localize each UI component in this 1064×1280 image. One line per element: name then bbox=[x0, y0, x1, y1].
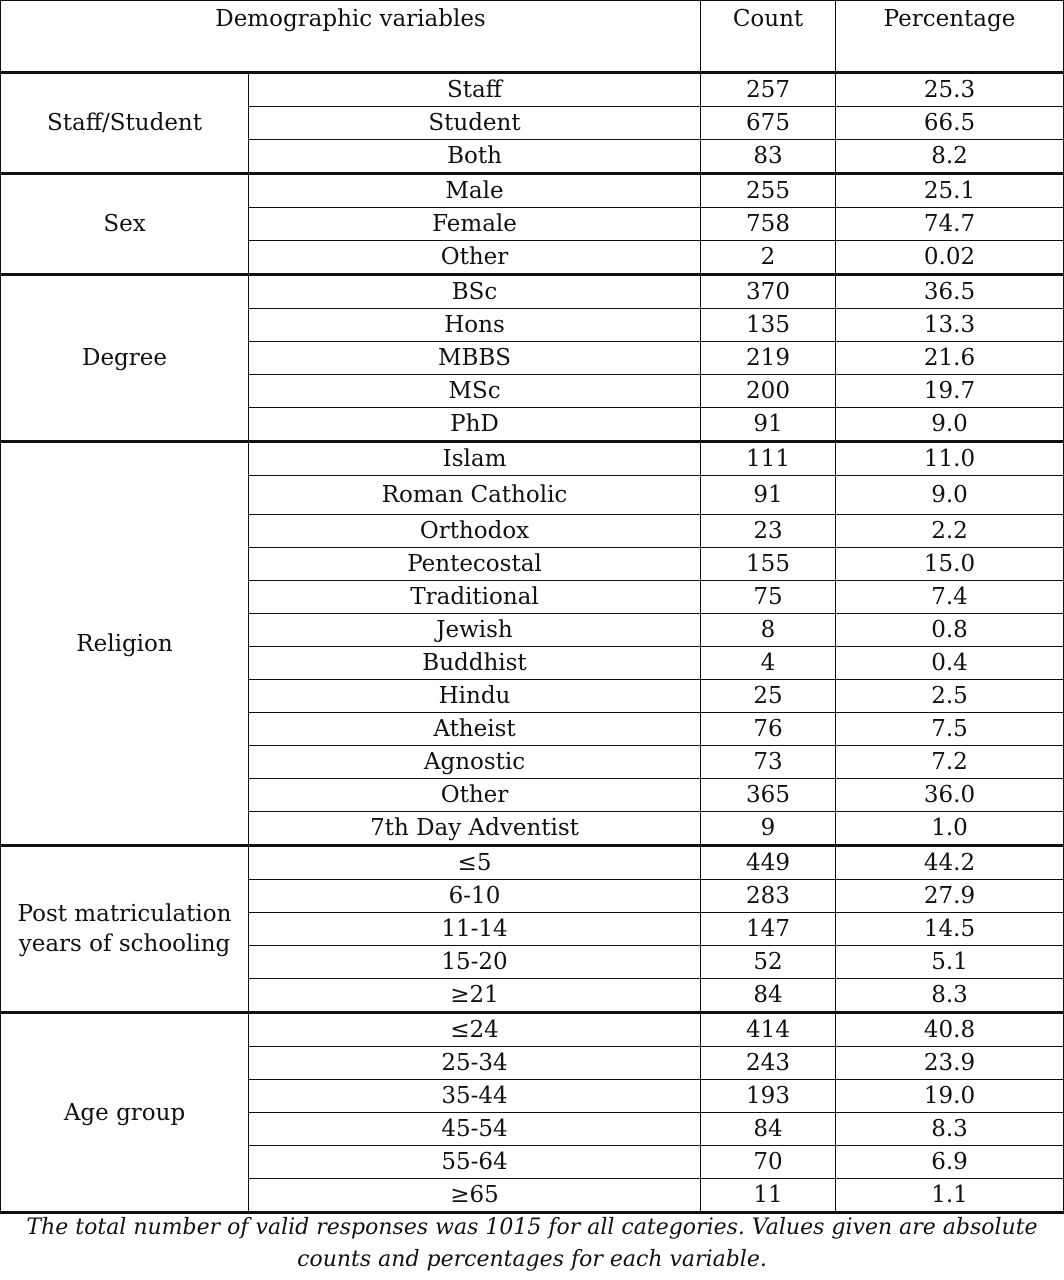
percentage-cell: 25.1 bbox=[836, 174, 1064, 208]
category-cell: Islam bbox=[249, 442, 701, 476]
category-cell: PhD bbox=[249, 408, 701, 442]
category-cell: MBBS bbox=[249, 342, 701, 375]
category-cell: Jewish bbox=[249, 614, 701, 647]
count-cell: 449 bbox=[701, 846, 836, 880]
count-cell: 147 bbox=[701, 913, 836, 946]
header-row bbox=[1, 1, 1064, 73]
header-demographic-variables: Demographic variables bbox=[1, 1, 701, 73]
category-cell: 25-34 bbox=[249, 1047, 701, 1080]
percentage-cell: 19.0 bbox=[836, 1080, 1064, 1113]
header-percentage: Percentage bbox=[836, 1, 1064, 73]
category-cell: Student bbox=[249, 107, 701, 140]
category-cell: ≤5 bbox=[249, 846, 701, 880]
count-cell: 70 bbox=[701, 1146, 836, 1179]
table-row bbox=[1, 442, 1064, 476]
category-cell: Male bbox=[249, 174, 701, 208]
header-count: Count bbox=[701, 1, 836, 73]
count-cell: 83 bbox=[701, 140, 836, 174]
group-label-staff-student: Staff/Student bbox=[1, 73, 249, 174]
category-cell: Pentecostal bbox=[249, 548, 701, 581]
category-cell: Female bbox=[249, 208, 701, 241]
percentage-cell: 1.1 bbox=[836, 1179, 1064, 1213]
percentage-cell: 27.9 bbox=[836, 880, 1064, 913]
percentage-cell: 40.8 bbox=[836, 1013, 1064, 1047]
percentage-cell: 21.6 bbox=[836, 342, 1064, 375]
percentage-cell: 0.4 bbox=[836, 647, 1064, 680]
count-cell: 758 bbox=[701, 208, 836, 241]
category-cell: Atheist bbox=[249, 713, 701, 746]
category-cell: Buddhist bbox=[249, 647, 701, 680]
count-cell: 257 bbox=[701, 73, 836, 107]
count-cell: 52 bbox=[701, 946, 836, 979]
count-cell: 8 bbox=[701, 614, 836, 647]
percentage-cell: 9.0 bbox=[836, 408, 1064, 442]
percentage-cell: 23.9 bbox=[836, 1047, 1064, 1080]
table-row bbox=[1, 846, 1064, 880]
table-body bbox=[1, 73, 1064, 1213]
percentage-cell: 11.0 bbox=[836, 442, 1064, 476]
count-cell: 255 bbox=[701, 174, 836, 208]
table-row bbox=[1, 174, 1064, 208]
category-cell: Other bbox=[249, 241, 701, 275]
count-cell: 84 bbox=[701, 1113, 836, 1146]
count-cell: 11 bbox=[701, 1179, 836, 1213]
count-cell: 111 bbox=[701, 442, 836, 476]
count-cell: 4 bbox=[701, 647, 836, 680]
percentage-cell: 36.5 bbox=[836, 275, 1064, 309]
count-cell: 75 bbox=[701, 581, 836, 614]
category-cell: ≥65 bbox=[249, 1179, 701, 1213]
count-cell: 9 bbox=[701, 812, 836, 846]
count-cell: 193 bbox=[701, 1080, 836, 1113]
table-row bbox=[1, 73, 1064, 107]
group-label-sex: Sex bbox=[1, 174, 249, 275]
count-cell: 219 bbox=[701, 342, 836, 375]
count-cell: 84 bbox=[701, 979, 836, 1013]
percentage-cell: 44.2 bbox=[836, 846, 1064, 880]
percentage-cell: 7.2 bbox=[836, 746, 1064, 779]
category-cell: MSc bbox=[249, 375, 701, 408]
percentage-cell: 36.0 bbox=[836, 779, 1064, 812]
category-cell: ≤24 bbox=[249, 1013, 701, 1047]
count-cell: 135 bbox=[701, 309, 836, 342]
percentage-cell: 19.7 bbox=[836, 375, 1064, 408]
category-cell: 7th Day Adventist bbox=[249, 812, 701, 846]
percentage-cell: 8.3 bbox=[836, 1113, 1064, 1146]
table-row bbox=[1, 275, 1064, 309]
percentage-cell: 74.7 bbox=[836, 208, 1064, 241]
count-cell: 414 bbox=[701, 1013, 836, 1047]
category-cell: Staff bbox=[249, 73, 701, 107]
table-row bbox=[1, 1013, 1064, 1047]
category-cell: Both bbox=[249, 140, 701, 174]
percentage-cell: 7.5 bbox=[836, 713, 1064, 746]
count-cell: 91 bbox=[701, 408, 836, 442]
group-label-age-group: Age group bbox=[1, 1013, 249, 1213]
category-cell: Agnostic bbox=[249, 746, 701, 779]
category-cell: 35-44 bbox=[249, 1080, 701, 1113]
table-footnote: The total number of valid responses was 1015 for all categories. Values given are absolute counts and percentages for each variable. bbox=[26, 1215, 1038, 1272]
category-cell: BSc bbox=[249, 275, 701, 309]
category-cell: 55-64 bbox=[249, 1146, 701, 1179]
count-cell: 2 bbox=[701, 241, 836, 275]
count-cell: 25 bbox=[701, 680, 836, 713]
percentage-cell: 7.4 bbox=[836, 581, 1064, 614]
table-header bbox=[1, 1, 1064, 73]
category-cell: Other bbox=[249, 779, 701, 812]
count-cell: 73 bbox=[701, 746, 836, 779]
category-cell: ≥21 bbox=[249, 979, 701, 1013]
count-cell: 675 bbox=[701, 107, 836, 140]
count-cell: 200 bbox=[701, 375, 836, 408]
count-cell: 243 bbox=[701, 1047, 836, 1080]
percentage-cell: 14.5 bbox=[836, 913, 1064, 946]
percentage-cell: 6.9 bbox=[836, 1146, 1064, 1179]
percentage-cell: 15.0 bbox=[836, 548, 1064, 581]
count-cell: 370 bbox=[701, 275, 836, 309]
count-cell: 23 bbox=[701, 515, 836, 548]
percentage-cell: 13.3 bbox=[836, 309, 1064, 342]
count-cell: 155 bbox=[701, 548, 836, 581]
count-cell: 283 bbox=[701, 880, 836, 913]
count-cell: 76 bbox=[701, 713, 836, 746]
count-cell: 91 bbox=[701, 476, 836, 515]
category-cell: 15-20 bbox=[249, 946, 701, 979]
percentage-cell: 1.0 bbox=[836, 812, 1064, 846]
category-cell: 45-54 bbox=[249, 1113, 701, 1146]
category-cell: Traditional bbox=[249, 581, 701, 614]
category-cell: Orthodox bbox=[249, 515, 701, 548]
count-cell: 365 bbox=[701, 779, 836, 812]
percentage-cell: 25.3 bbox=[836, 73, 1064, 107]
percentage-cell: 5.1 bbox=[836, 946, 1064, 979]
category-cell: Roman Catholic bbox=[249, 476, 701, 515]
category-cell: 6-10 bbox=[249, 880, 701, 913]
percentage-cell: 8.2 bbox=[836, 140, 1064, 174]
category-cell: Hindu bbox=[249, 680, 701, 713]
percentage-cell: 2.5 bbox=[836, 680, 1064, 713]
category-cell: 11-14 bbox=[249, 913, 701, 946]
percentage-cell: 0.8 bbox=[836, 614, 1064, 647]
percentage-cell: 9.0 bbox=[836, 476, 1064, 515]
percentage-cell: 2.2 bbox=[836, 515, 1064, 548]
group-label-degree: Degree bbox=[1, 275, 249, 442]
percentage-cell: 0.02 bbox=[836, 241, 1064, 275]
category-cell: Hons bbox=[249, 309, 701, 342]
group-label-religion: Religion bbox=[1, 442, 249, 846]
percentage-cell: 66.5 bbox=[836, 107, 1064, 140]
percentage-cell: 8.3 bbox=[836, 979, 1064, 1013]
group-label-post-matriculation-years-of-schooling: Post matriculation years of schooling bbox=[1, 846, 249, 1013]
